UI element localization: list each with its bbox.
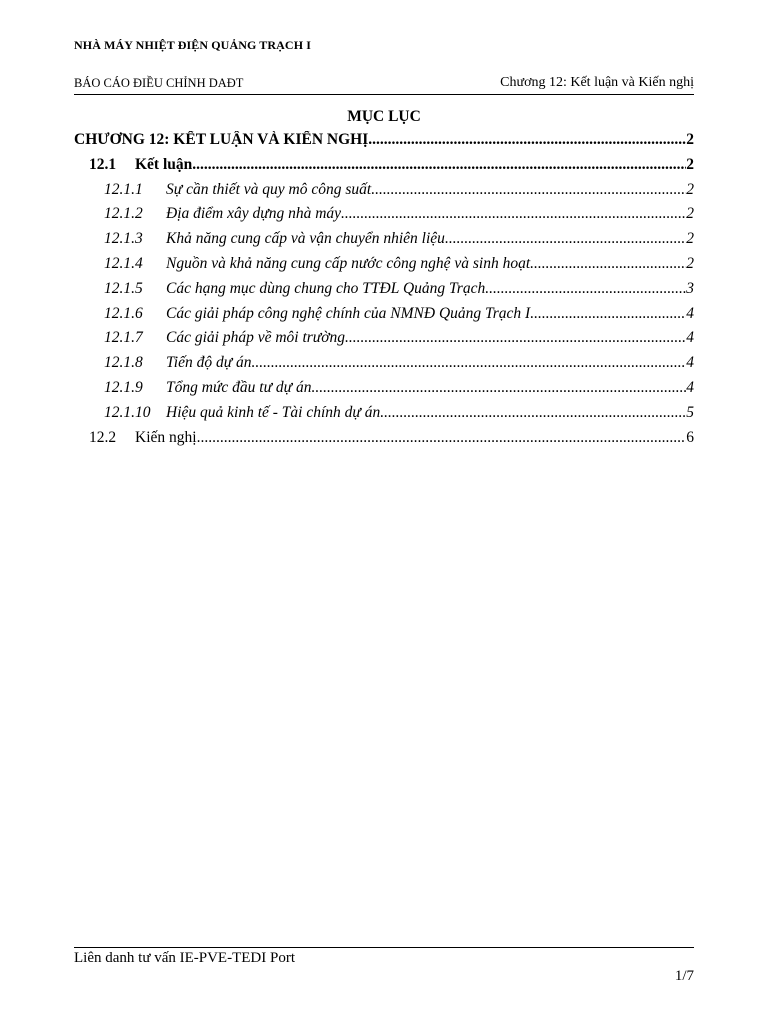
- toc-leader: [345, 329, 686, 347]
- toc-entry-number: 12.1: [89, 155, 117, 173]
- toc-leader: [312, 379, 687, 397]
- toc-leader: [530, 255, 686, 273]
- toc-entry-text: Các hạng mục dùng chung cho TTĐL Quảng Trạch: [166, 279, 486, 297]
- toc-entry-text: Tổng mức đầu tư dự án: [166, 378, 312, 396]
- toc-entry-text: Nguồn và khả năng cung cấp nước công nghệ và sinh hoạt: [166, 254, 531, 272]
- toc-entry-12-1-10[interactable]: [74, 404, 694, 429]
- report-title: BÁO CÁO ĐIỀU CHỈNH DAĐT: [74, 76, 244, 90]
- toc-entry-number: 12.1.2: [104, 205, 143, 223]
- toc-entry-text: Kết luận: [135, 155, 193, 173]
- toc-entry-12-1-4[interactable]: [74, 255, 694, 280]
- toc-entry-page: 5: [686, 403, 694, 421]
- toc-entry-text: Khả năng cung cấp và vận chuyển nhiên liệu: [166, 230, 445, 248]
- toc-entry-number: 12.1.6: [104, 304, 143, 322]
- toc-entry-12-1-1[interactable]: [74, 181, 694, 206]
- toc-entry-page: 4: [686, 329, 694, 347]
- toc-entry-text: Các giải pháp công nghệ chính của NMNĐ Quảng Trạch I: [166, 304, 531, 322]
- toc-entry-page: 2: [686, 155, 694, 173]
- toc-entry-12-2[interactable]: [74, 429, 694, 454]
- toc-entry-number: 12.1.3: [104, 230, 143, 248]
- toc-entry-page: 4: [686, 304, 694, 322]
- toc-entry-text: Địa điểm xây dựng nhà máy: [166, 205, 342, 223]
- toc-leader: [445, 230, 686, 248]
- toc-entry-page: 2: [686, 254, 694, 272]
- toc-entry-page: 2: [686, 230, 694, 248]
- toc-entry-number: 12.1.7: [104, 329, 143, 347]
- toc-title: MỤC LỤC: [347, 108, 421, 125]
- toc-entry-12-1[interactable]: [74, 156, 694, 181]
- toc-entry-text: CHƯƠNG 12: KẾT LUẬN VÀ KIẾN NGHỊ: [74, 131, 369, 148]
- toc-leader: [380, 404, 686, 422]
- toc-leader: [530, 305, 686, 323]
- toc-entry-12-1-9[interactable]: [74, 379, 694, 404]
- toc-leader: [197, 429, 687, 447]
- toc-leader: [371, 181, 686, 199]
- toc-entry-text: Kiến nghị: [135, 428, 197, 446]
- toc-entry-12-1-8[interactable]: [74, 354, 694, 379]
- toc-entry-page: 2: [686, 205, 694, 223]
- toc-leader: [192, 156, 686, 174]
- running-header: [74, 76, 694, 95]
- toc-leader: [252, 354, 687, 372]
- page-number: 1/7: [674, 968, 694, 984]
- toc-entry-number: 12.1.10: [104, 403, 151, 421]
- toc-entry-text: Hiệu quả kinh tế - Tài chính dự án: [166, 403, 381, 421]
- toc-entry-number: 12.1.1: [104, 180, 143, 198]
- footer-consultant: Liên danh tư vấn IE-PVE-TEDI Port: [74, 950, 295, 966]
- toc-entry-page: 4: [686, 354, 694, 372]
- toc-entry-number: 12.2: [89, 428, 117, 446]
- toc-leader: [368, 131, 686, 149]
- chapter-title: Chương 12: Kết luận và Kiến nghị: [500, 75, 694, 90]
- company-name: NHÀ MÁY NHIỆT ĐIỆN QUẢNG TRẠCH I: [74, 38, 312, 52]
- table-of-contents: [74, 131, 694, 453]
- toc-entry-page: 3: [686, 279, 694, 297]
- toc-entry-number: 12.1.4: [104, 254, 143, 272]
- footer-divider: [74, 947, 694, 948]
- toc-entry-12-1-2[interactable]: [74, 205, 694, 230]
- toc-entry-page: 2: [686, 131, 694, 148]
- toc-entry-text: Tiến độ dự án: [166, 354, 252, 372]
- toc-entry-12-1-3[interactable]: [74, 230, 694, 255]
- toc-entry-chapter-12[interactable]: [74, 131, 694, 156]
- toc-entry-page: 2: [686, 180, 694, 198]
- toc-entry-text: Các giải pháp về môi trường: [166, 329, 346, 347]
- toc-entry-page: 4: [686, 378, 694, 396]
- toc-entry-text: Sự cần thiết và quy mô công suất: [166, 180, 372, 198]
- toc-entry-number: 12.1.9: [104, 378, 143, 396]
- toc-leader: [341, 205, 686, 223]
- toc-entry-12-1-7[interactable]: [74, 329, 694, 354]
- toc-entry-12-1-6[interactable]: [74, 305, 694, 330]
- toc-leader: [485, 280, 686, 298]
- toc-entry-number: 12.1.8: [104, 354, 143, 372]
- toc-entry-12-1-5[interactable]: [74, 280, 694, 305]
- toc-entry-number: 12.1.5: [104, 279, 143, 297]
- toc-entry-page: 6: [686, 428, 694, 446]
